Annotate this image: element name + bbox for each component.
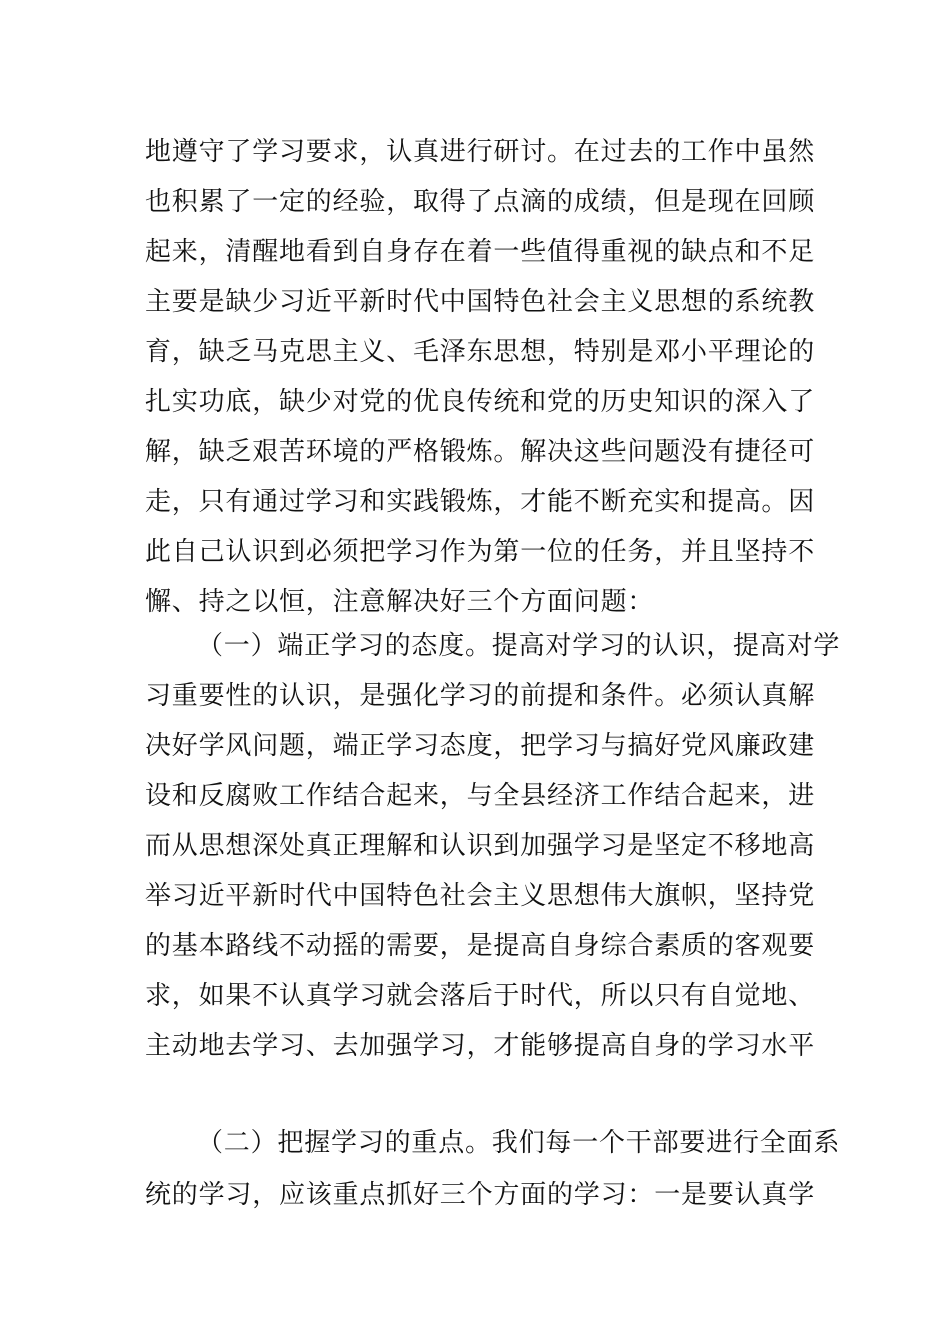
text-line: 习重要性的认识，是强化学习的前提和条件。必须认真解 xyxy=(145,681,816,711)
text-line: 解，缺乏艰苦环境的严格锻炼。解决这些问题没有捷径可 xyxy=(145,437,816,467)
text-line: 也积累了一定的经验，取得了点滴的成绩，但是现在回顾 xyxy=(145,187,816,217)
text-line: 统的学习，应该重点抓好三个方面的学习：一是要认真学 xyxy=(145,1180,816,1210)
paragraph-1-heading-line: （一）端正学习的态度。提高对学习的认识，提高对学 xyxy=(197,631,841,661)
text-line: 主动地去学习、去加强学习，才能够提高自身的学习水平 xyxy=(145,1031,816,1061)
text-line: 此自己认识到必须把学习作为第一位的任务，并且坚持不 xyxy=(145,537,816,567)
text-line: 设和反腐败工作结合起来，与全县经济工作结合起来，进 xyxy=(145,781,816,811)
text-line: 地遵守了学习要求，认真进行研讨。在过去的工作中虽然 xyxy=(145,137,816,167)
text-line: 求，如果不认真学习就会落后于时代，所以只有自觉地、 xyxy=(145,981,816,1011)
text-line: 的基本路线不动摇的需要，是提高自身综合素质的客观要 xyxy=(145,931,816,961)
paragraph-2-heading-line: （二）把握学习的重点。我们每一个干部要进行全面系 xyxy=(197,1128,841,1158)
text-line: 而从思想深处真正理解和认识到加强学习是坚定不移地高 xyxy=(145,831,816,861)
text-line: 走，只有通过学习和实践锻炼，才能不断充实和提高。因 xyxy=(145,487,816,517)
text-line: 举习近平新时代中国特色社会主义思想伟大旗帜，坚持党 xyxy=(145,881,816,911)
text-line: 决好学风问题，端正学习态度，把学习与搞好党风廉政建 xyxy=(145,731,816,761)
text-line: 主要是缺少习近平新时代中国特色社会主义思想的系统教 xyxy=(145,287,816,317)
text-line: 育，缺乏马克思主义、毛泽东思想，特别是邓小平理论的 xyxy=(145,337,816,367)
text-line: 懈、持之以恒，注意解决好三个方面问题： xyxy=(145,587,655,617)
text-line: 起来，清醒地看到自身存在着一些值得重视的缺点和不足 xyxy=(145,237,816,267)
text-line: 扎实功底，缺少对党的优良传统和党的历史知识的深入了 xyxy=(145,387,816,417)
